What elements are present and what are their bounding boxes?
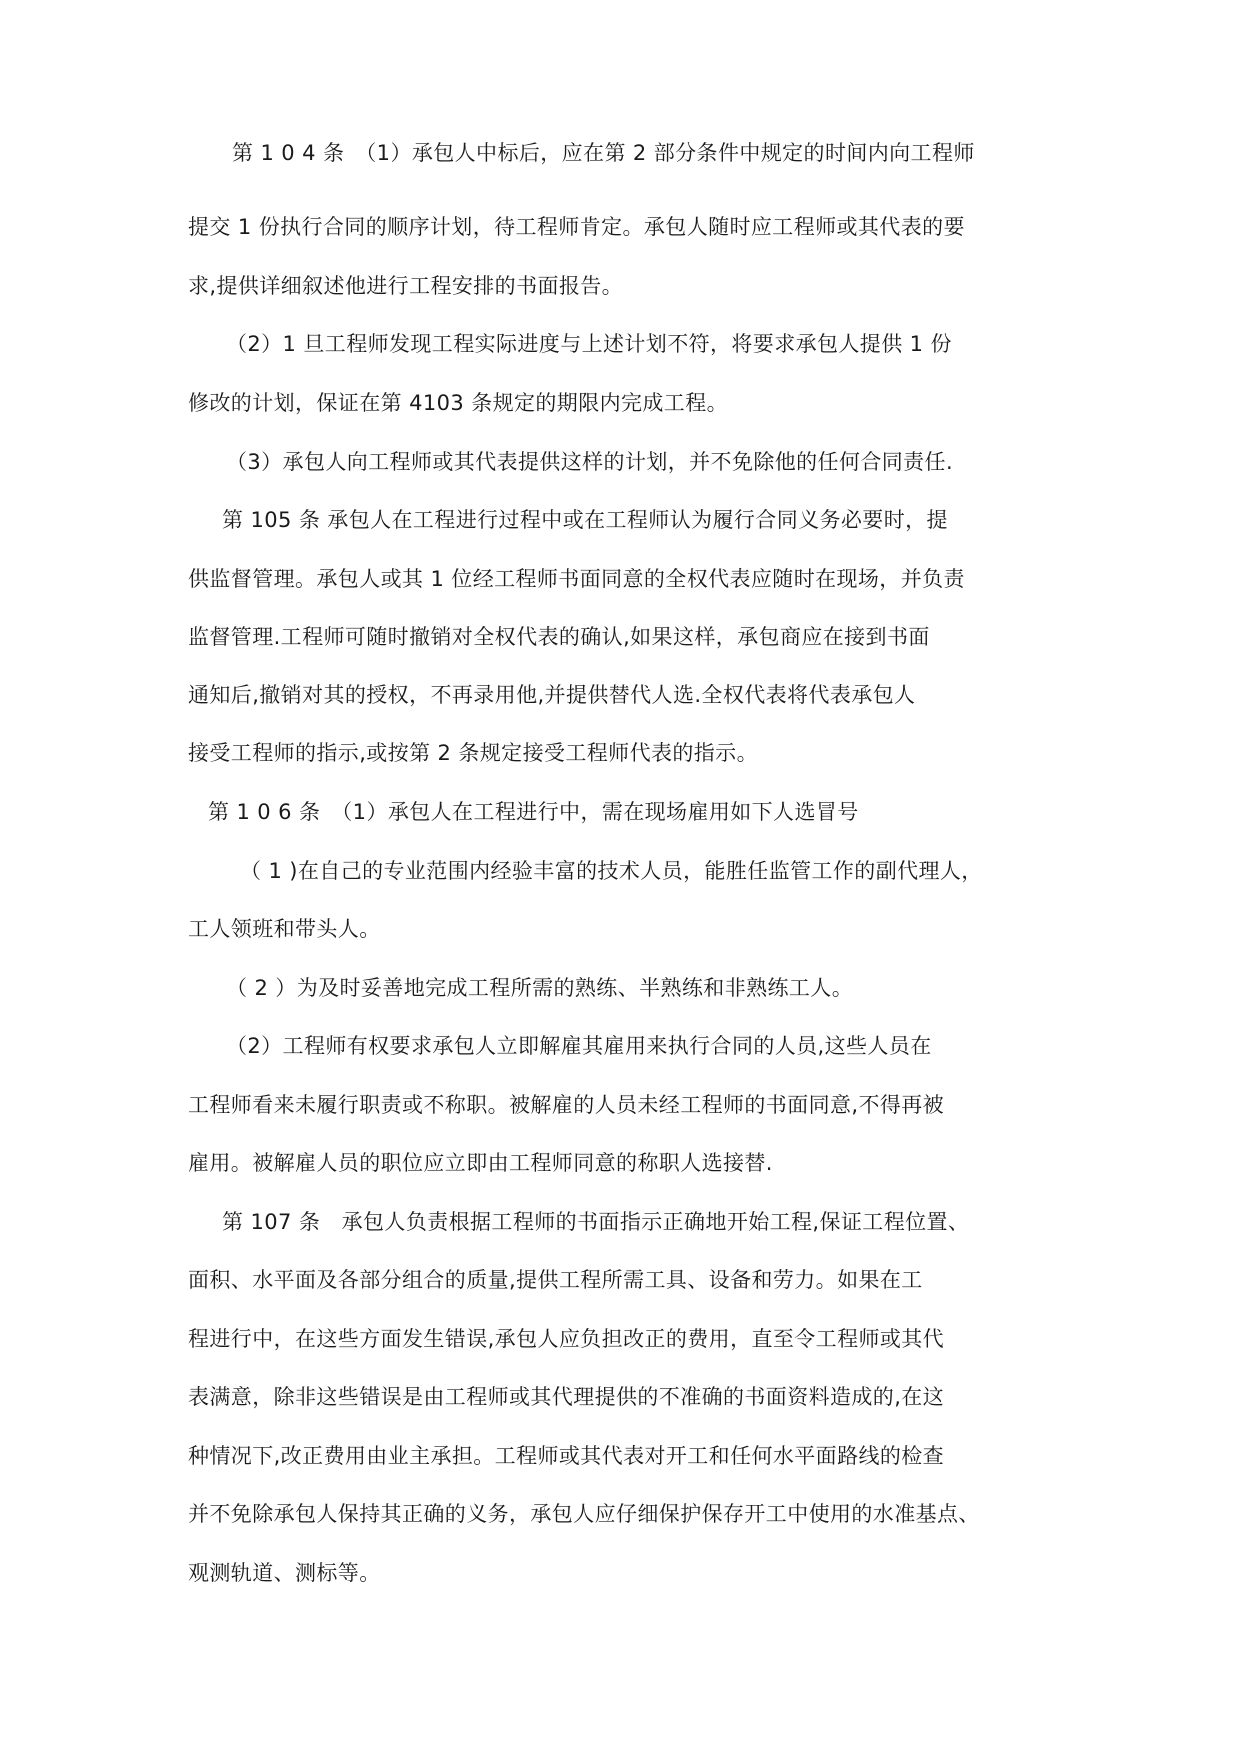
text-line: 通知后,撤销对其的授权，不再录用他,并提供替代人选.全权代表将代表承包人	[188, 683, 916, 707]
text-line: 第 1 0 4 条 （1）承包人中标后，应在第 2 部分条件中规定的时间内向工程师	[232, 141, 975, 165]
text-line: 程进行中，在这些方面发生错误,承包人应负担改正的费用，直至令工程师或其代	[188, 1327, 945, 1351]
text-line: 第 105 条 承包人在工程进行过程中或在工程师认为履行合同义务必要时，提	[222, 508, 948, 532]
text-line: （2）1 旦工程师发现工程实际进度与上述计划不符，将要求承包人提供 1 份	[226, 332, 952, 356]
text-line: 接受工程师的指示,或按第 2 条规定接受工程师代表的指示。	[188, 741, 758, 765]
text-line: 表满意，除非这些错误是由工程师或其代理提供的不准确的书面资料造成的,在这	[188, 1385, 945, 1409]
text-line: 雇用。被解雇人员的职位应立即由工程师同意的称职人选接替.	[188, 1151, 773, 1175]
text-line: （2）工程师有权要求承包人立即解雇其雇用来执行合同的人员,这些人员在	[226, 1034, 932, 1058]
text-line: 供监督管理。承包人或其 1 位经工程师书面同意的全权代表应随时在现场，并负责	[188, 567, 965, 591]
text-line: 面积、水平面及各部分组合的质量,提供工程所需工具、设备和劳力。如果在工	[188, 1268, 923, 1292]
text-line: 工人领班和带头人。	[188, 917, 381, 941]
text-line: （3）承包人向工程师或其代表提供这样的计划，并不免除他的任何合同责任.	[226, 450, 954, 474]
text-line: 第 1 0 6 条 （1）承包人在工程进行中，需在现场雇用如下人选冒号	[208, 800, 859, 824]
text-line: 种情况下,改正费用由业主承担。工程师或其代表对开工和任何水平面路线的检查	[188, 1444, 945, 1468]
text-line: （ 1 )在自己的专业范围内经验丰富的技术人员，能胜任监管工作的副代理人，	[240, 859, 983, 883]
text-line: 第 107 条 承包人负责根据工程师的书面指示正确地开始工程,保证工程位置、	[222, 1210, 970, 1234]
text-line: 监督管理.工程师可随时撤销对全权代表的确认,如果这样，承包商应在接到书面	[188, 625, 930, 649]
text-line: 并不免除承包人保持其正确的义务，承包人应仔细保护保存开工中使用的水准基点、	[188, 1502, 980, 1526]
text-line: 求,提供详细叙述他进行工程安排的书面报告。	[188, 274, 624, 298]
text-line: 提交 1 份执行合同的顺序计划，待工程师肯定。承包人随时应工程师或其代表的要	[188, 215, 965, 239]
text-line: （ 2 ）为及时妥善地完成工程所需的熟练、半熟练和非熟练工人。	[226, 976, 854, 1000]
text-line: 观测轨道、测标等。	[188, 1561, 381, 1585]
text-line: 工程师看来未履行职责或不称职。被解雇的人员未经工程师的书面同意,不得再被	[188, 1093, 945, 1117]
text-line: 修改的计划，保证在第 4103 条规定的期限内完成工程。	[188, 391, 728, 415]
